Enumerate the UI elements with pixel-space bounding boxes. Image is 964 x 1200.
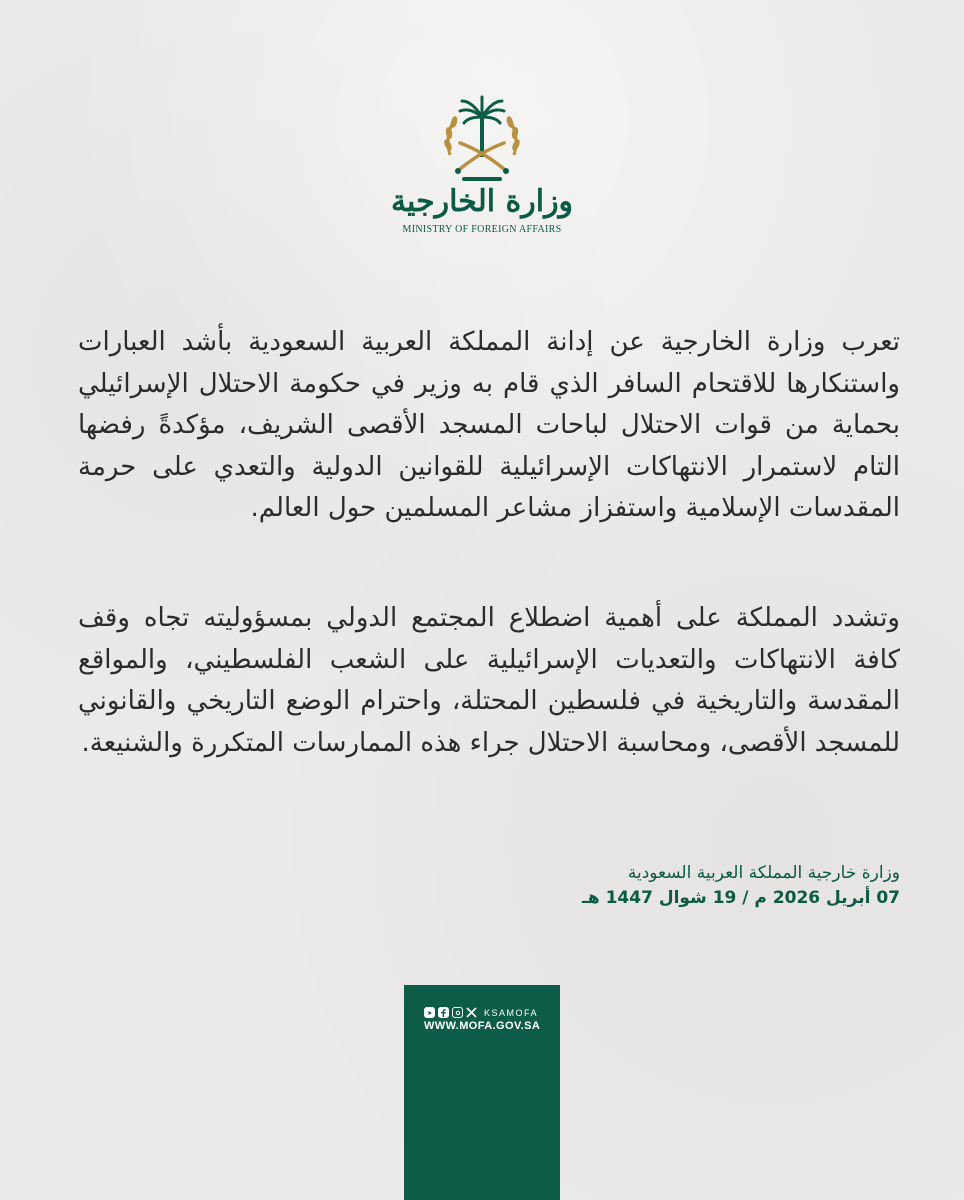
ministry-logo-arabic: وزارة الخارجية	[390, 184, 574, 219]
signature-org: وزارة خارجية المملكة العربية السعودية	[627, 863, 900, 883]
social-handle[interactable]: KSAMOFA	[484, 1007, 539, 1018]
youtube-icon[interactable]	[424, 1007, 435, 1018]
footer-box	[404, 985, 560, 1200]
website-link[interactable]: WWW.MOFA.GOV.SA	[424, 1020, 541, 1032]
signature-date: 07 أبريل 2026 م / 19 شوال 1447 هـ	[582, 888, 900, 908]
instagram-icon[interactable]	[452, 1007, 463, 1018]
statement-paragraph-1: تعرب وزارة الخارجية عن إدانة المملكة العربية السعودية بأشد العبارات واستنكارها للاقتحام السافر الذي قام به وزير في حكومة الاحتلال الإسرائيلي بحماية من قوات الاحتلال لباحات المسجد الأقصى الشريف، مؤكدةً رفضها التام لاستمرار الانتهاكات الإسرائيلية للقوانين الدولية والتعدي على حرمة المقدسات الإسلامية واستفزاز مشاعر المسلمين حول العالم.	[78, 327, 900, 523]
ministry-logo-english: MINISTRY OF FOREIGN AFFAIRS	[402, 224, 562, 235]
statement-paragraph-2: وتشدد المملكة على أهمية اضطلاع المجتمع الدولي بمسؤوليته تجاه وقف كافة الانتهاكات والتعديات الإسرائيلية على الشعب الفلسطيني، والمواقع المقدسة والتاريخية في فلسطين المحتلة، واحترام الوضع التاريخي والقانوني للمسجد الأقصى، ومحاسبة الاحتلال جراء هذه الممارسات المتكررة والشنيعة.	[78, 603, 900, 758]
facebook-icon[interactable]	[438, 1007, 449, 1018]
